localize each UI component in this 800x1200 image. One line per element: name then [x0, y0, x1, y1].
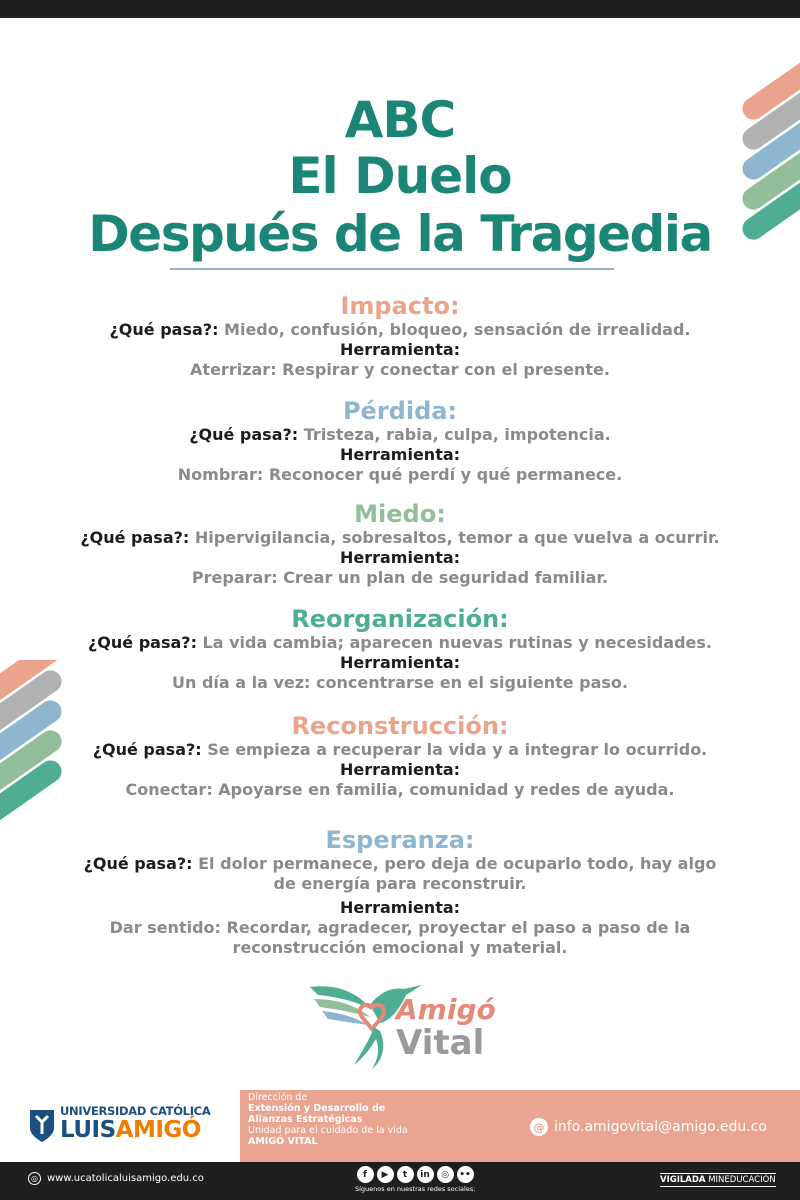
- title-line-2: El Duelo: [288, 147, 512, 205]
- que-pasa-label: ¿Qué pasa?:: [189, 425, 299, 444]
- section-que-pasa: [60, 740, 740, 760]
- university-name-luis: LUIS: [60, 1117, 116, 1143]
- website-link[interactable]: [28, 1172, 204, 1185]
- section-heading: Miedo:: [354, 500, 446, 528]
- section-perdida: [60, 397, 740, 485]
- section-heading: Esperanza:: [325, 826, 475, 854]
- herramienta-text: Dar sentido: Recordar, agradecer, proyectar el paso a paso de la: [109, 918, 691, 937]
- title-line-1: ABC: [344, 91, 456, 149]
- linkedin-icon[interactable]: in: [417, 1166, 434, 1183]
- que-pasa-label: ¿Qué pasa?:: [80, 528, 190, 547]
- que-pasa-text: Hipervigilancia, sobresaltos, temor a que vuelva a ocurrir.: [194, 528, 720, 547]
- herramienta-text: Preparar: Crear un plan de seguridad familiar.: [191, 568, 609, 587]
- page-title: [0, 92, 800, 264]
- email-text[interactable]: info.amigovital@amigo.edu.co: [554, 1119, 768, 1135]
- social-media: [355, 1166, 475, 1193]
- herramienta-label: Herramienta:: [339, 760, 461, 779]
- vigilada-mineducacion: [660, 1173, 776, 1187]
- social-caption: Síguenos en nuestras redes sociales:: [355, 1185, 476, 1193]
- globe-icon: ◎: [28, 1172, 41, 1185]
- direction-line-2: Extensión y Desarrollo de: [248, 1103, 386, 1114]
- que-pasa-text: Miedo, confusión, bloqueo, sensación de irrealidad.: [224, 320, 691, 339]
- section-que-pasa: [60, 320, 740, 340]
- title-divider: [170, 268, 614, 270]
- que-pasa-text-cont: de energía para reconstruir.: [273, 874, 527, 893]
- logo-word-amigo: Amigó: [396, 993, 496, 1026]
- email-icon: @: [530, 1118, 548, 1136]
- que-pasa-label: ¿Qué pasa?:: [83, 854, 193, 873]
- youtube-icon[interactable]: ▶: [377, 1166, 394, 1183]
- herramienta-label: Herramienta:: [339, 445, 461, 464]
- section-reorganizacion: [60, 605, 740, 693]
- top-bar: [0, 0, 800, 18]
- facebook-icon[interactable]: f: [357, 1166, 374, 1183]
- twitter-icon[interactable]: t: [397, 1166, 414, 1183]
- section-heading: Impacto:: [340, 292, 460, 320]
- herramienta-label: Herramienta:: [339, 340, 461, 359]
- university-logo: [28, 1104, 233, 1148]
- herramienta-text: Conectar: Apoyarse en familia, comunidad y redes de ayuda.: [125, 780, 675, 799]
- section-impacto: [60, 292, 740, 380]
- section-heading: Reconstrucción:: [291, 712, 509, 740]
- website-text[interactable]: www.ucatolicaluisamigo.edu.co: [47, 1173, 204, 1184]
- section-esperanza: [60, 826, 740, 958]
- herramienta-text: Un día a la vez: concentrarse en el siguiente paso.: [171, 673, 628, 692]
- herramienta-label: Herramienta:: [339, 548, 461, 567]
- que-pasa-text: Tristeza, rabia, culpa, impotencia.: [303, 425, 611, 444]
- logo-word-vital: Vital: [396, 1023, 485, 1063]
- section-miedo: [60, 500, 740, 588]
- que-pasa-label: ¿Qué pasa?:: [109, 320, 219, 339]
- section-que-pasa: [60, 528, 740, 548]
- vigilada-label: VIGILADA: [660, 1175, 706, 1185]
- title-line-3: Después de la Tragedia: [88, 205, 712, 263]
- university-name-line1: UNIVERSIDAD CATÓLICA: [60, 1104, 211, 1118]
- direction-line-1: Dirección de: [248, 1092, 308, 1103]
- que-pasa-text: Se empieza a recuperar la vida y a integrar lo ocurrido.: [207, 740, 708, 759]
- university-name-line2: [60, 1117, 201, 1143]
- amigo-vital-logo: [300, 965, 500, 1075]
- direction-line-3: Alianzas Estratégicas: [248, 1114, 363, 1125]
- herramienta-text: Aterrizar: Respirar y conectar con el presente.: [190, 360, 610, 379]
- university-name-amigo: AMIGÓ: [115, 1117, 201, 1143]
- direction-text: [248, 1092, 508, 1147]
- contact-email[interactable]: [530, 1118, 767, 1136]
- section-que-pasa: [60, 854, 740, 874]
- section-heading: Reorganización:: [291, 605, 509, 633]
- direction-line-5: AMIGÓ VITAL: [248, 1136, 318, 1147]
- herramienta-label: Herramienta:: [339, 653, 461, 672]
- section-que-pasa: [60, 425, 740, 445]
- university-shield-icon: [28, 1108, 56, 1144]
- herramienta-text-cont: reconstrucción emocional y material.: [232, 938, 568, 957]
- section-que-pasa: [60, 633, 740, 653]
- herramienta-label: Herramienta:: [339, 898, 461, 917]
- que-pasa-text: La vida cambia; aparecen nuevas rutinas y necesidades.: [202, 633, 712, 652]
- section-heading: Pérdida:: [342, 397, 458, 425]
- que-pasa-text: El dolor permanece, pero deja de ocuparlo todo, hay algo: [198, 854, 717, 873]
- mineducacion-label: MINEDUCACIÓN: [708, 1175, 776, 1185]
- herramienta-text: Nombrar: Reconocer qué perdí y qué permanece.: [177, 465, 623, 484]
- flickr-icon[interactable]: ••: [457, 1166, 474, 1183]
- instagram-icon[interactable]: ◎: [437, 1166, 454, 1183]
- section-reconstruccion: [60, 712, 740, 800]
- direction-line-4: Unidad para el cuidado de la vida: [248, 1125, 408, 1136]
- que-pasa-label: ¿Qué pasa?:: [88, 633, 197, 652]
- que-pasa-label: ¿Qué pasa?:: [92, 740, 202, 759]
